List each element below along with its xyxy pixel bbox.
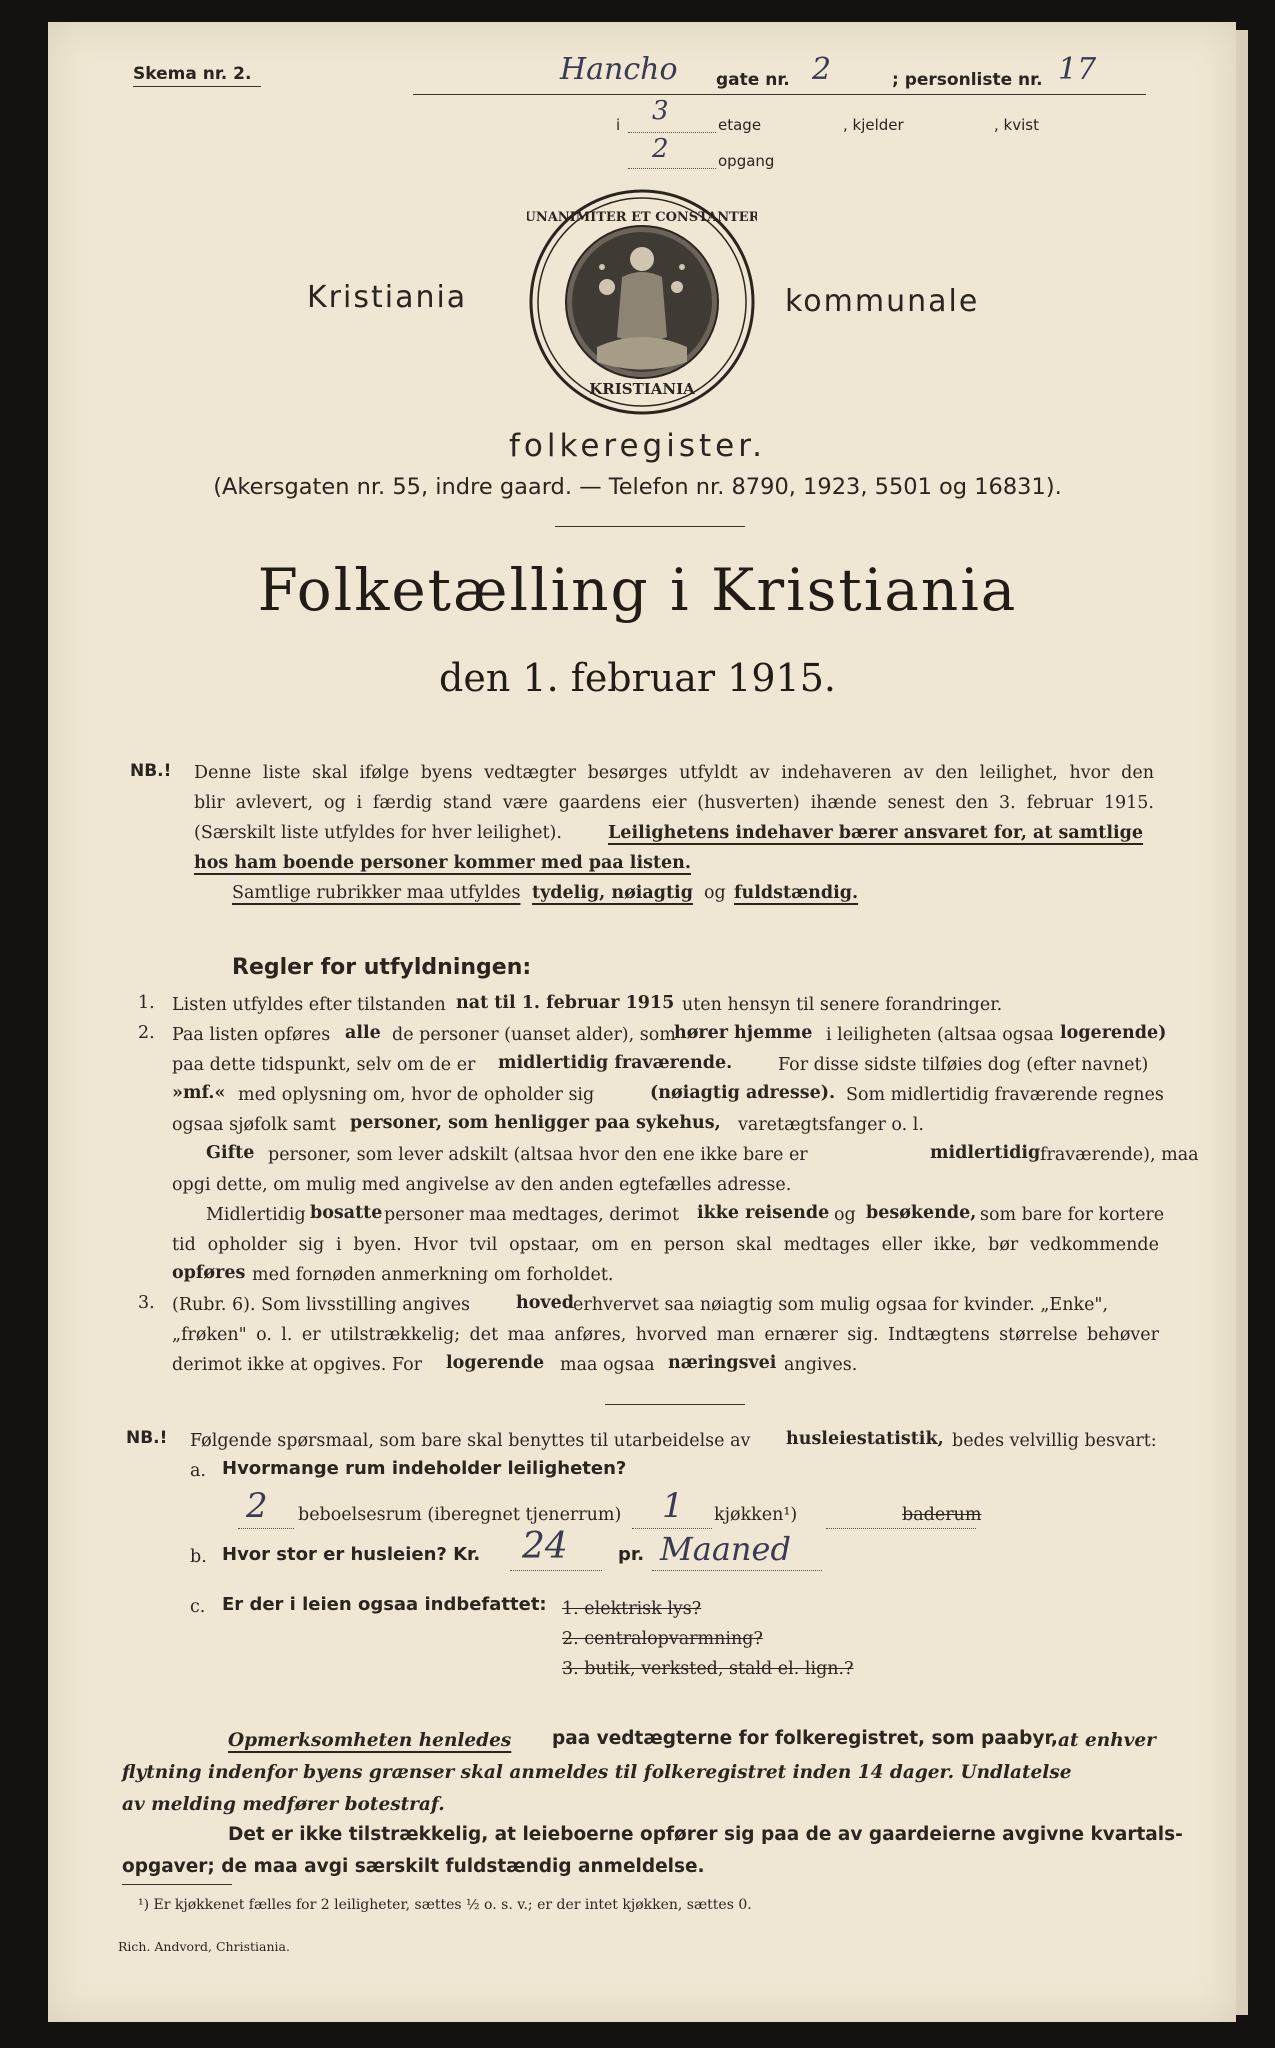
rooms-label: beboelsesrum (iberegnet tjenerrum) — [298, 1505, 622, 1525]
etage-handwriting: 3 — [652, 96, 669, 126]
nb2-intro-c: bedes velvillig besvart: — [952, 1431, 1157, 1451]
rule-2-l9b: med fornøden anmerkning om forholdet. — [252, 1265, 614, 1285]
rooms-handwriting: 2 — [246, 1486, 268, 1526]
period-handwriting: Maaned — [660, 1530, 791, 1568]
opgang-dots — [628, 168, 716, 169]
etage-label: etage — [718, 116, 762, 134]
rule-2-l1d: hører hjemme — [674, 1023, 813, 1043]
notice-l1c: at enhver — [1058, 1730, 1156, 1751]
printer-credit: Rich. Andvord, Christiania. — [118, 1939, 290, 1954]
kitchen-dots — [632, 1528, 712, 1529]
nb1-label: NB.! — [130, 761, 172, 781]
office-left: Kristiania — [307, 280, 468, 315]
rule-2-l4a: ogsaa sjøfolk samt — [172, 1115, 336, 1135]
nb1-line-5b: tydelig, nøiagtig — [532, 883, 693, 903]
notice-l1a: Opmerksomheten henledes — [228, 1730, 512, 1751]
question-c-label: c. — [190, 1597, 206, 1617]
rule-3-l3d: næringsvei — [668, 1353, 777, 1373]
rule-2-l7d: ikke reisende — [697, 1203, 830, 1223]
rule-2-l2b: midlertidig fraværende. — [498, 1053, 733, 1073]
rule-1-text-a: Listen utfyldes efter tilstanden — [172, 995, 446, 1015]
included-electric: 1. elektrisk lys? — [562, 1599, 702, 1619]
rule-3-l3a: derimot ikke at opgives. For — [172, 1355, 422, 1375]
rule-2-l1b: alle — [345, 1023, 381, 1043]
rule-2-l7a: Midlertidig — [206, 1205, 306, 1225]
divider-2 — [605, 1404, 745, 1405]
notice-l4: Det er ikke tilstrækkelig, at leieboerne opfører sig paa de av gaardeierne avgivne kvartals- — [228, 1824, 1183, 1845]
nb1-line-3a: (Særskilt liste utfyldes for hver leilighet). — [194, 823, 562, 843]
rules-heading: Regler for utfyldningen: — [232, 955, 532, 980]
rule-2-l8: tid opholder sig i byen. Hvor tvil opstaar, om en person skal medtages eller ikke, bør vedkommende — [172, 1235, 1159, 1255]
rule-2-l9a: opføres — [172, 1263, 246, 1283]
nb1-line-5c: og — [704, 883, 726, 903]
question-a-text: Hvormange rum indeholder leiligheten? — [222, 1458, 627, 1479]
question-b-text: Hvor stor er husleien? Kr. — [222, 1544, 481, 1565]
office-address: (Akersgaten nr. 55, indre gaard. — Telefon nr. 8790, 1923, 5501 og 16831). — [213, 474, 1062, 500]
kitchen-handwriting: 1 — [662, 1486, 684, 1526]
nb2-intro-b: husleiestatistik, — [786, 1429, 944, 1449]
rule-1-text-b: nat til 1. februar 1915 — [456, 993, 675, 1013]
rule-3-l3c: maa ogsaa — [560, 1355, 655, 1375]
nb1-line-4: hos ham boende personer kommer med paa listen. — [194, 853, 691, 873]
skema-underline — [133, 86, 261, 87]
rule-2-l1f: logerende) — [1060, 1023, 1167, 1043]
notice-l3: av melding medfører botestraf. — [122, 1794, 445, 1815]
rule-2-l7b: bosatte — [310, 1203, 383, 1223]
seal-word-bottom: KRISTIANIA — [589, 380, 695, 398]
rule-2-l2c: For disse sidste tilføies dog (efter navnet) — [778, 1055, 1149, 1075]
rule-2-l5d: fraværende), maa — [1040, 1145, 1199, 1165]
rule-1-number: 1. — [138, 993, 155, 1013]
bath-label: baderum — [902, 1505, 982, 1525]
rule-3-l3b: logerende — [446, 1353, 545, 1373]
rule-2-l4b: personer, som henligger paa sykehus, — [350, 1113, 721, 1133]
footnote-rule — [122, 1884, 232, 1885]
page-edge — [1236, 30, 1248, 2015]
rule-2-l3c: (nøiagtig adresse). — [650, 1083, 836, 1103]
gate-handwriting: 2 — [812, 52, 832, 87]
kvist-label: , kvist — [994, 116, 1039, 134]
nb1-line-5d: fuldstændig. — [734, 883, 859, 903]
seal-emblem-icon — [527, 187, 757, 417]
nb1-line-5a: Samtlige rubrikker maa utfyldes — [232, 883, 521, 903]
included-shop: 3. butik, verksted, stald el. lign.? — [562, 1659, 854, 1679]
rule-2-l6: opgi dette, om mulig med angivelse av den anden egtefælles adresse. — [172, 1175, 792, 1195]
nb1-line-1: Denne liste skal ifølge byens vedtægter besørges utfyldt av indehaveren av den leilighet, hvor den — [194, 763, 1154, 783]
nb1-line-2: blir avlevert, og i færdig stand være gaardens eier (husverten) ihænde senest den 3. februar 1915. — [194, 793, 1154, 813]
rule-2-l4c: varetægtsfanger o. l. — [738, 1115, 924, 1135]
rule-2-l5c: midlertidig — [930, 1143, 1041, 1163]
floor-i-label: i — [616, 116, 621, 134]
rule-2-l7c: personer maa medtages, derimot — [384, 1205, 679, 1225]
opgang-handwriting: 2 — [652, 134, 669, 164]
period-dots — [652, 1570, 822, 1571]
rule-2-l3a: »mf.« — [172, 1083, 226, 1103]
notice-l2: flytning indenfor byens grænser skal anmeldes til folkeregistret inden 14 dager. Undlatelse — [122, 1762, 1072, 1783]
rule-2-l5a: Gifte — [206, 1143, 255, 1163]
skema-label: Skema nr. 2. — [133, 64, 252, 84]
office-right: kommunale — [785, 284, 980, 319]
page-title: Folketælling i Kristiania — [257, 556, 1018, 624]
rule-2-l7f: besøkende, — [866, 1203, 977, 1223]
folkeregister-word: folkeregister. — [509, 428, 766, 464]
street-handwriting: Hancho — [560, 52, 678, 87]
divider — [555, 526, 745, 527]
personliste-handwriting: 17 — [1058, 52, 1097, 87]
rule-2-l3b: med oplysning om, hvor de opholder sig — [238, 1085, 595, 1105]
rooms-dots — [238, 1528, 294, 1529]
notice-l1b: paa vedtægterne for folkeregistret, som paabyr, — [552, 1728, 1058, 1749]
rule-3-l1a: (Rubr. 6). Som livsstilling angives — [172, 1295, 471, 1315]
personliste-label: ; personliste nr. — [892, 70, 1043, 90]
kjelder-label: , kjelder — [843, 116, 904, 134]
page-subtitle: den 1. februar 1915. — [439, 656, 836, 700]
nb2-label: NB.! — [126, 1428, 168, 1448]
rule-2-l2a: paa dette tidspunkt, selv om de er — [172, 1055, 476, 1075]
rule-2-l7g: som bare for kortere — [980, 1205, 1165, 1225]
rule-3-l3e: angives. — [784, 1355, 858, 1375]
rent-dots — [510, 1570, 602, 1571]
nb1-line-3b: Leilighetens indehaver bærer ansvaret for, at samtlige — [608, 823, 1144, 843]
notice-l5: opgaver; de maa avgi særskilt fuldstændig anmeldelse. — [122, 1856, 705, 1877]
per-label: pr. — [618, 1544, 645, 1565]
gate-label: gate nr. — [716, 70, 790, 90]
rule-2-l1a: Paa listen opføres — [172, 1025, 331, 1045]
rule-2-l5b: personer, som lever adskilt (altsaa hvor den ene ikke bare er — [268, 1145, 808, 1165]
rent-handwriting: 24 — [522, 1526, 568, 1567]
footnote: ¹) Er kjøkkenet fælles for 2 leiligheter, sættes ½ o. s. v.; er der intet kjøkken, sættes 0. — [138, 1897, 752, 1913]
rule-2-l3d: Som midlertidig fraværende regnes — [846, 1085, 1164, 1105]
rule-2-number: 2. — [138, 1023, 155, 1043]
question-a-label: a. — [190, 1461, 206, 1481]
rule-3-number: 3. — [138, 1293, 155, 1313]
rule-2-l1c: de personer (uanset alder), som — [392, 1025, 676, 1045]
nb2-intro-a: Følgende spørsmaal, som bare skal benyttes til utarbeidelse av — [190, 1431, 751, 1451]
opgang-label: opgang — [718, 152, 775, 170]
seal-word-top: UNANIMITER ET CONSTANTER — [527, 210, 757, 225]
kitchen-label: kjøkken¹) — [714, 1505, 798, 1525]
rule-3-l2: „frøken" o. l. er utilstrækkelig; det maa anføres, hvorved man ernærer sig. Indtægtens størrelse behøver — [172, 1325, 1159, 1345]
etage-dots — [628, 132, 716, 133]
header-line — [413, 94, 1146, 95]
question-b-label: b. — [190, 1547, 207, 1567]
city-seal — [527, 187, 757, 417]
rule-1-text-c: uten hensyn til senere forandringer. — [682, 995, 1003, 1015]
rule-3-l1b: hoved — [516, 1293, 574, 1313]
rule-2-l1e: i leiligheten (altsaa ogsaa — [826, 1025, 1054, 1045]
question-c-text: Er der i leien ogsaa indbefattet: — [222, 1594, 547, 1615]
rule-3-l1c: erhvervet saa nøiagtig som mulig ogsaa for kvinder. „Enke", — [573, 1295, 1109, 1315]
rule-2-l7e: og — [834, 1205, 856, 1225]
included-heating: 2. centralopvarmning? — [562, 1629, 763, 1649]
